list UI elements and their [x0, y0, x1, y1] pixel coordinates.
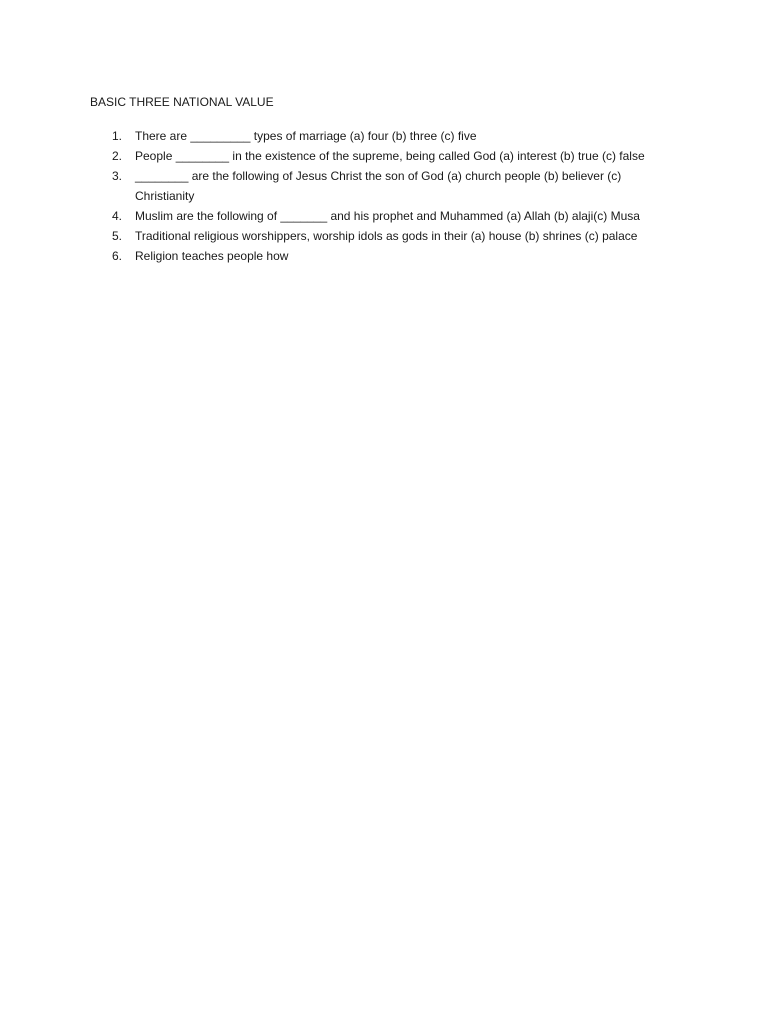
question-item	[0, 166, 768, 206]
question-text: There are _________ types of marriage (a) four (b) three (c) five	[135, 129, 477, 143]
question-item	[0, 226, 768, 246]
question-text: ________ are the following of Jesus Christ the son of God (a) church people (b) believer (c) Christianity	[135, 169, 622, 203]
question-number: 4.	[112, 209, 123, 223]
question-text: Religion teaches people how	[135, 249, 289, 263]
question-item	[0, 206, 768, 226]
question-number: 3.	[112, 169, 123, 183]
question-number: 1.	[112, 129, 123, 143]
question-number: 2.	[112, 149, 123, 163]
question-text: People ________ in the existence of the supreme, being called God (a) interest (b) true (c) false	[135, 149, 645, 163]
question-text: Muslim are the following of _______ and his prophet and Muhammed (a) Allah (b) alaji(c) Musa	[135, 209, 640, 223]
question-item	[0, 246, 768, 266]
question-item	[0, 126, 768, 146]
question-text: Traditional religious worshippers, worship idols as gods in their (a) house (b) shrines (c) palace	[135, 229, 638, 243]
question-number: 6.	[112, 249, 123, 263]
question-list	[0, 126, 768, 266]
question-number: 5.	[112, 229, 123, 243]
document-title: BASIC THREE NATIONAL VALUE	[90, 95, 274, 109]
question-item	[0, 146, 768, 166]
